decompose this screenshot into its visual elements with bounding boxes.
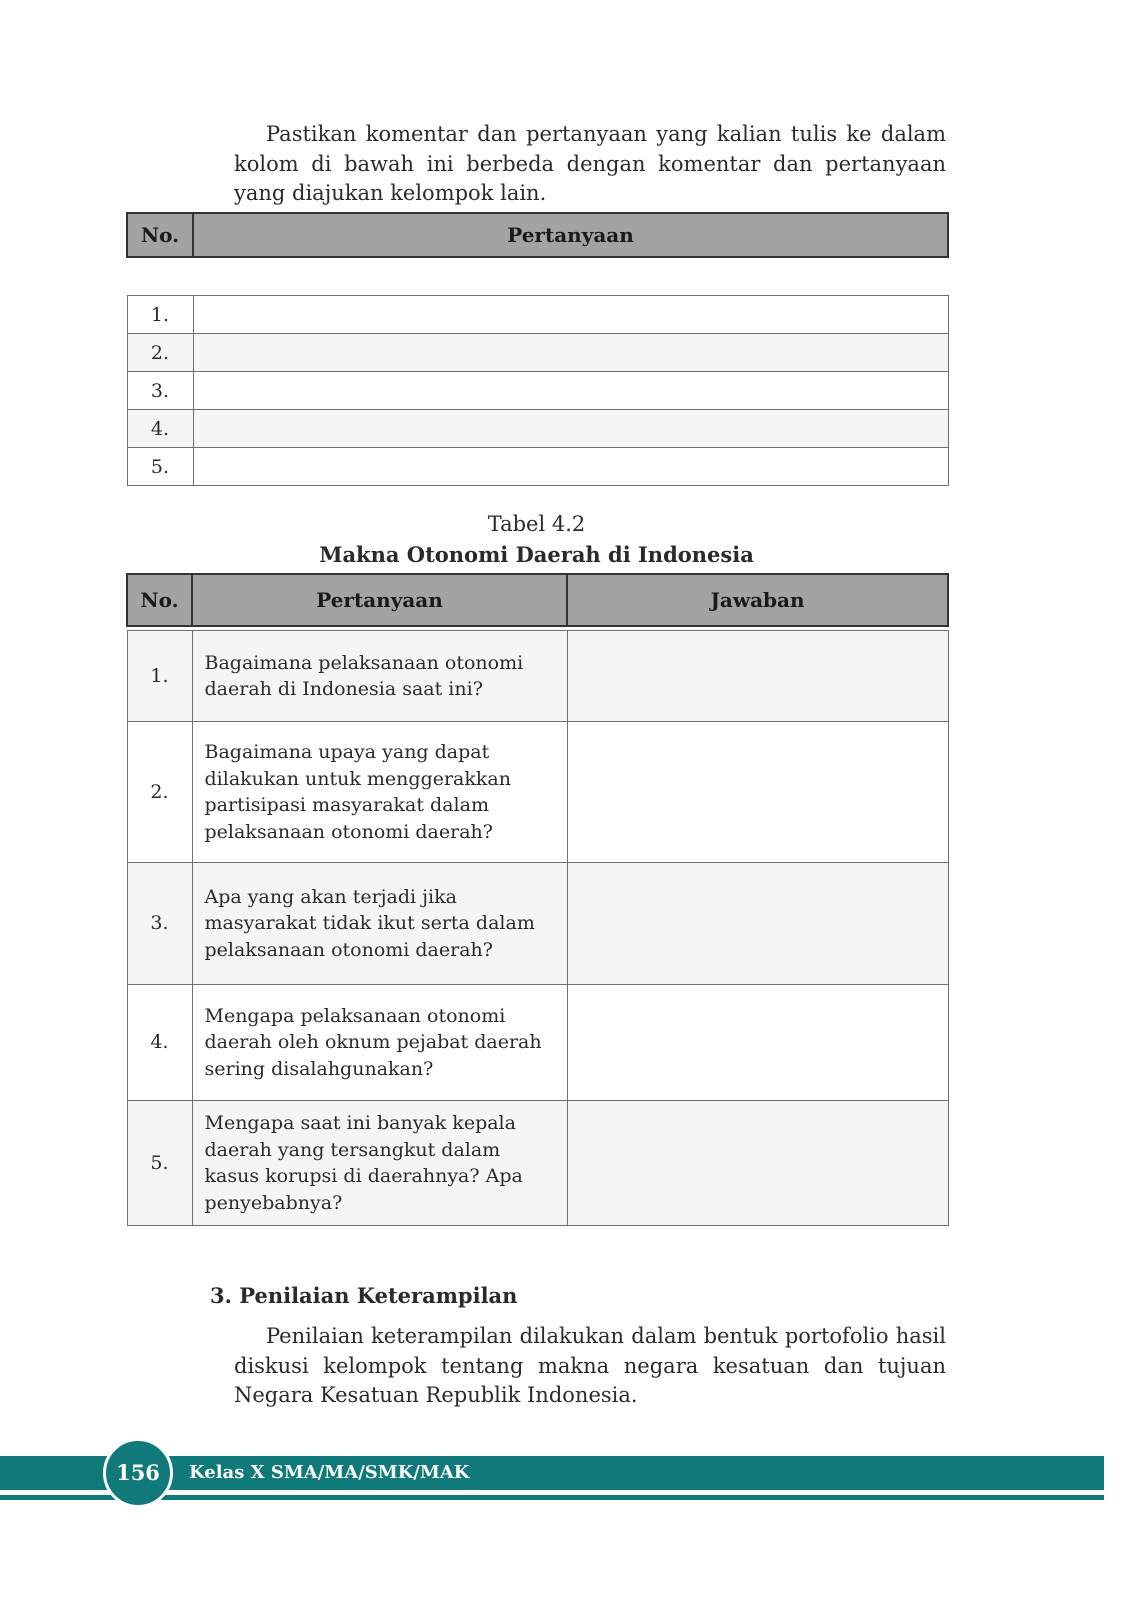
- row-number: 3.: [127, 372, 193, 410]
- row-number: 4.: [127, 985, 192, 1101]
- question-table: [126, 212, 949, 486]
- header-no: No.: [127, 574, 192, 626]
- question-cell: Mengapa pelaksanaan otonomi daerah oleh oknum pejabat daerah sering disalahgunakan?: [192, 985, 567, 1101]
- otonomi-table: [126, 573, 949, 1226]
- question-cell: Mengapa saat ini banyak kepala daerah yang tersangkut dalam kasus korupsi di daerahnya? Apa penyebabnya?: [192, 1101, 567, 1226]
- row-number: 1.: [127, 296, 193, 334]
- header-no: No.: [127, 213, 193, 257]
- row-number: 3.: [127, 863, 192, 985]
- question-cell[interactable]: [193, 448, 948, 486]
- table-row: [127, 296, 948, 334]
- table-row: [127, 722, 948, 863]
- table-caption-number: Tabel 4.2: [487, 512, 586, 536]
- answer-cell[interactable]: [567, 863, 948, 985]
- table-row: [127, 631, 948, 722]
- question-cell[interactable]: [193, 410, 948, 448]
- section-heading: 3. Penilaian Keterampilan: [210, 1283, 518, 1308]
- section-paragraph: [234, 1322, 946, 1411]
- answer-cell[interactable]: [567, 985, 948, 1101]
- answer-cell[interactable]: [567, 1101, 948, 1226]
- header-question: Pertanyaan: [193, 213, 948, 257]
- answer-cell[interactable]: [567, 722, 948, 863]
- header-question: Pertanyaan: [192, 574, 567, 626]
- question-cell: Bagaimana upaya yang dapat dilakukan untuk menggerakkan partisipasi masyarakat dalam pelaksanaan otonomi daerah?: [192, 722, 567, 863]
- row-number: 2.: [127, 722, 192, 863]
- book-title: Kelas X SMA/MA/SMK/MAK: [189, 1462, 470, 1483]
- table-row: [127, 1101, 948, 1226]
- question-cell[interactable]: [193, 372, 948, 410]
- table-row: [127, 985, 948, 1101]
- section-text: Penilaian keterampilan dilakukan dalam bentuk portofolio hasil diskusi kelompok tentang makna negara kesatuan dan tujuan Negara Kesatuan Republik Indonesia.: [234, 1324, 946, 1407]
- page-number: 156: [103, 1438, 173, 1508]
- table-caption-title: Makna Otonomi Daerah di Indonesia: [319, 542, 754, 567]
- intro-text: Pastikan komentar dan pertanyaan yang kalian tulis ke dalam kolom di bawah ini berbeda dengan komentar dan pertanyaan yang diajukan kelompok lain.: [234, 122, 946, 205]
- question-cell: Bagaimana pelaksanaan otonomi daerah di Indonesia saat ini?: [192, 631, 567, 722]
- footer-line: [0, 1495, 1104, 1500]
- table-row: [127, 372, 948, 410]
- row-number: 5.: [127, 1101, 192, 1226]
- table-row: [127, 863, 948, 985]
- row-number: 4.: [127, 410, 193, 448]
- table-header-row: [127, 213, 948, 257]
- question-cell[interactable]: [193, 296, 948, 334]
- header-answer: Jawaban: [567, 574, 948, 626]
- row-number: 1.: [127, 631, 192, 722]
- table-header-row: [127, 574, 948, 626]
- table-row: [127, 410, 948, 448]
- row-number: 5.: [127, 448, 193, 486]
- answer-cell[interactable]: [567, 631, 948, 722]
- table-row: [127, 334, 948, 372]
- question-cell[interactable]: [193, 334, 948, 372]
- table-row: [127, 448, 948, 486]
- row-number: 2.: [127, 334, 193, 372]
- intro-paragraph: [234, 120, 946, 209]
- question-cell: Apa yang akan terjadi jika masyarakat tidak ikut serta dalam pelaksanaan otonomi daerah?: [192, 863, 567, 985]
